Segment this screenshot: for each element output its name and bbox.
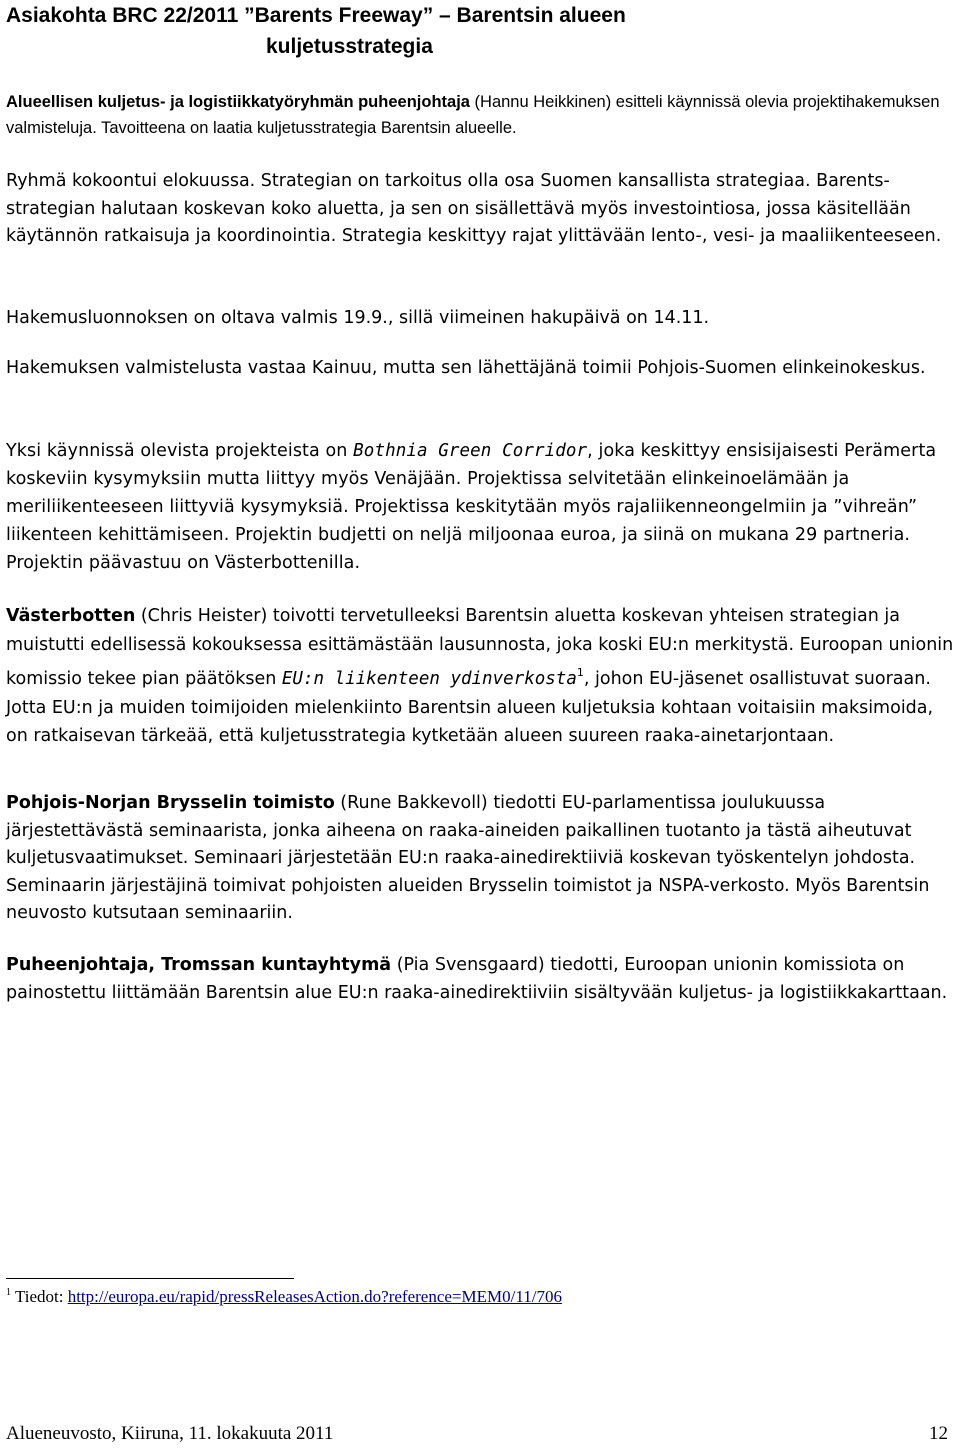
paragraph-text: , johon EU-jäsenet osallistuvat suoraan. Jotta EU:n ja muiden toimijoiden mielenkiinto Barentsin alueen kuljetuksia kohtaan voitaisiin maksimoida, on ratkaisevan tärkeää, että kuljetusstrategia kytketään alueen suureen raaka-ainetarjontaan. <box>6 669 934 746</box>
emphasis-text: EU:n liikenteen ydinverkosta <box>281 669 577 689</box>
heading-line-1: Asiakohta BRC 22/2011 ”Barents Freeway” – Barentsin alueen <box>6 4 626 27</box>
footnote-number: 1 <box>6 1287 11 1298</box>
paragraph-text: , joka keskittyy ensisijaisesti Perämerta koskeviin kysymyksiin mutta liittyy myös Venäjään. Projektissa selvitetään elinkeinoelämään ja meriliikenteeseen liittyviä kysymyksiä. Projektissa keskitytään myös rajaliikenneongelmiin ja ”vihreän” liikenteen kehittämiseen. Projektin budjetti on neljä miljoonaa euroa, ja siinä on mukana 29 partneria. Projektin päävastuu on Västerbottenilla. <box>6 441 937 573</box>
paragraph-text: (Rune Bakkevoll) tiedotti EU-parlamentissa joulukuussa järjestettävästä seminaarista, jonka aiheena on raaka-aineiden paikallinen tuotanto ja tästä aiheutuvat kuljetusvaatimukset. Seminaari järjestetään EU:n raaka-ainedirektiiviä koskevan työskentelyn johdosta. Seminaarin järjestäjinä toimivat pohjoisten alueiden Brysselin toimistot ja NSPA-verkosto. Myös Barentsin neuvosto kutsutaan seminaariin. <box>6 793 930 923</box>
paragraph-text: (Pia Svensgaard) tiedotti, Euroopan unionin komissiota on painostettu liittämään Barentsin alue EU:n raaka-ainedirektiiviin sisältyvään kuljetus- ja logistiikkakarttaan. <box>6 955 948 1003</box>
footnote <box>6 1282 562 1308</box>
footer-meeting-info: Alueneuvosto, Kiiruna, 11. lokakuuta 2011 <box>6 1423 334 1444</box>
page-number: 12 <box>929 1423 948 1444</box>
speaker-name: Pohjois-Norjan Brysselin toimisto <box>6 793 335 813</box>
footnote-reference[interactable]: 1 <box>576 666 584 679</box>
speaker-name: Puheenjohtaja, Tromssan kuntayhtymä <box>6 955 392 975</box>
footnote-separator <box>6 1278 294 1279</box>
speaker-name: Alueellisen kuljetus- ja logistiikkatyöryhmän puheenjohtaja <box>6 93 470 111</box>
paragraph-text: Ryhmä kokoontui elokuussa. Strategian on tarkoitus olla osa Suomen kansallista strategiaa. Barents-strategian halutaan koskevan koko aluetta, ja sen on sisällettävä myös investointiosa, jossa käsitellään käytännön ratkaisuja ja koordinointia. Strategia keskittyy rajat ylittävään lento-, vesi- ja maaliikenteeseen. <box>6 171 942 246</box>
paragraph-bothnia-green-corridor <box>6 437 954 577</box>
speaker-name: Västerbotten <box>6 606 136 626</box>
footnote-label: Tiedot: <box>11 1287 68 1306</box>
paragraph-deadline <box>6 305 954 333</box>
paragraph-logistics-group <box>6 89 954 141</box>
paragraph-vasterbotten <box>6 602 954 751</box>
paragraph-preparation <box>6 355 954 383</box>
footnote-link[interactable]: http://europa.eu/rapid/pressReleasesAction.do?reference=MEM0/11/706 <box>67 1287 562 1306</box>
paragraph-text: (Chris Heister) toivotti tervetulleeksi Barentsin aluetta koskevan yhteisen strategian ja muistutti edellisessä kokouksessa esittämästään lausunnosta, joka koski EU:n merkitystä. Euroopan unionin komissio tekee pian päätöksen <box>6 606 954 689</box>
paragraph-text: Hakemusluonnoksen on oltava valmis 19.9., sillä viimeinen hakupäivä on 14.11. <box>6 308 710 328</box>
paragraph-text: Yksi käynnissä olevista projekteista on <box>6 441 354 461</box>
paragraph-text: (Hannu Heikkinen) esitteli käynnissä olevia projektihakemuksen valmisteluja. Tavoitteena on laatia kuljetusstrategia Barentsin alueelle. <box>6 93 940 137</box>
paragraph-north-norway-office <box>6 790 954 928</box>
heading-line-2: kuljetusstrategia <box>266 35 433 58</box>
paragraph-group-meeting <box>6 168 954 251</box>
paragraph-text: Hakemuksen valmistelusta vastaa Kainuu, mutta sen lähettäjänä toimii Pohjois-Suomen elinkeinokeskus. <box>6 358 926 378</box>
page-heading <box>6 0 954 62</box>
project-name: Bothnia Green Corridor <box>353 441 588 461</box>
paragraph-chair-tromso <box>6 951 954 1007</box>
page-footer <box>6 1421 954 1447</box>
